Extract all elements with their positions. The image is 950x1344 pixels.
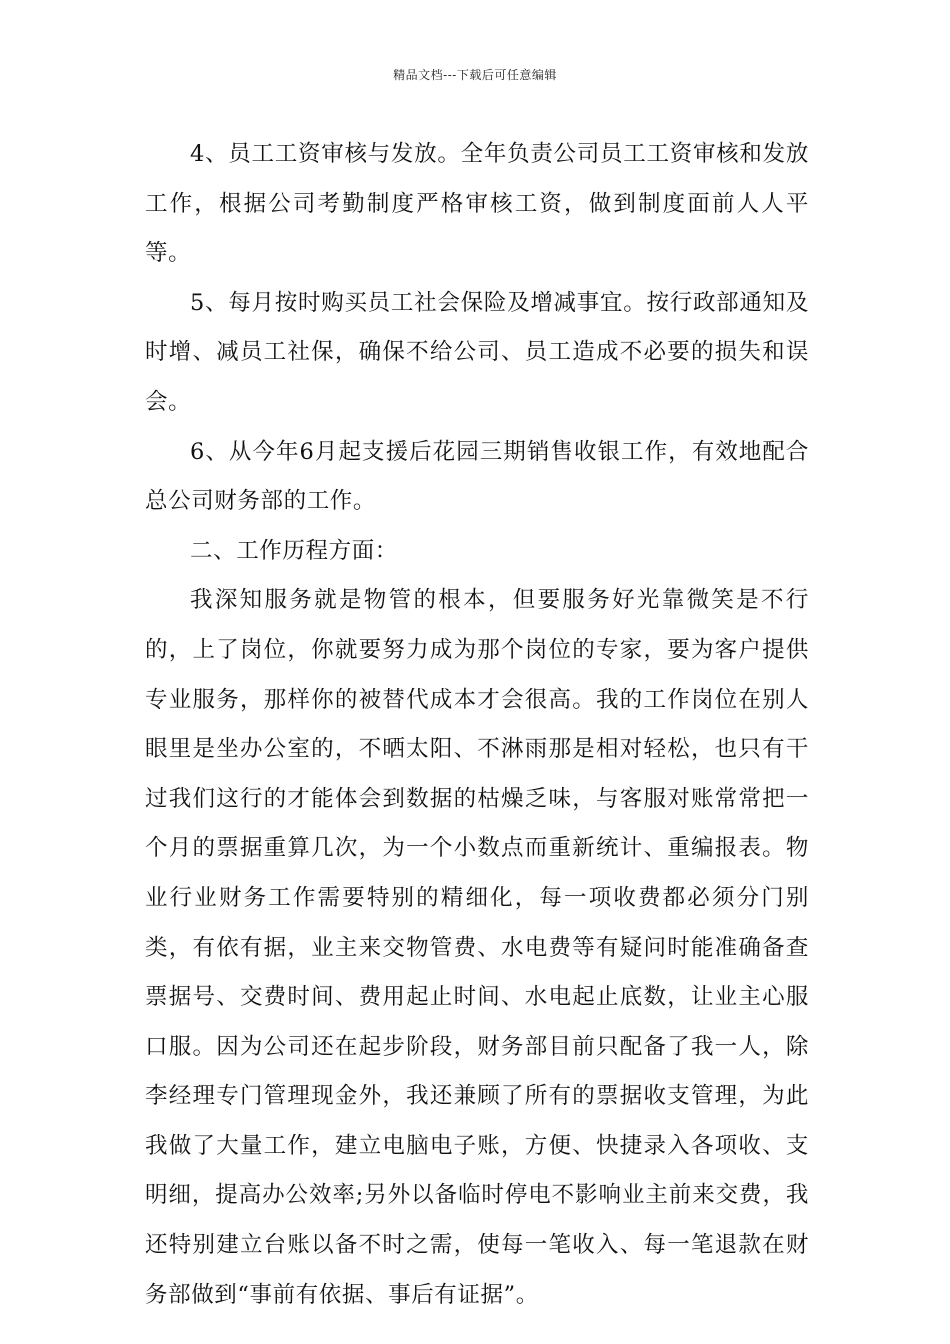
paragraph-item-4: 4、员工工资审核与发放。全年负责公司员工工资审核和发放工作，根据公司考勤制度严格审核工资，做到制度面前人人平等。 [145, 141, 809, 267]
paragraph-item-6: 6、从今年6月起支援后花园三期销售收银工作，有效地配合总公司财务部的工作。 [145, 438, 809, 515]
paragraph-work-process-body: 我深知服务就是物管的根本，但要服务好光靠微笑是不行的，上了岗位，你就要努力成为那个岗位的专家，要为客户提供专业服务，那样你的被替代成本才会很高。我的工作岗位在别人眼里是坐办公室的，不晒太阳、不淋雨那是相对轻松，也只有干过我们这行的才能体会到数据的枯燥乏味，与客服对账常常把一个月的票据重算几次，为一个小数点而重新统计、重编报表。物业行业财务工作需要特别的精细化，每一项收费都必须分门别类，有依有据，业主来交物管费、水电费等有疑问时能准确备查票据号、交费时间、费用起止时间、水电起止底数，让业主心服口服。因为公司还在起步阶段，财务部目前只配备了我一人，除李经理专门管理现金外，我还兼顾了所有的票据收支管理，为此我做了大量工作，建立电脑电子账，方便、快捷录入各项收、支明细，提高办公效率;另外以备临时停电不影响业主前来交费，我还特别建立台账以备不时之需，使每一笔收入、每一笔退款在财务部做到“事前有依据、事后有证据”。 [145, 587, 809, 1308]
page-header: 精品文档---下载后可任意编辑 [393, 68, 557, 82]
paragraph-item-5: 5、每月按时购买员工社会保险及增减事宜。按行政部通知及时增、减员工社保，确保不给公司、员工造成不必要的损失和误会。 [145, 289, 809, 415]
section-heading-work-process: 二、工作历程方面： [190, 537, 398, 564]
document-body [145, 130, 809, 1320]
